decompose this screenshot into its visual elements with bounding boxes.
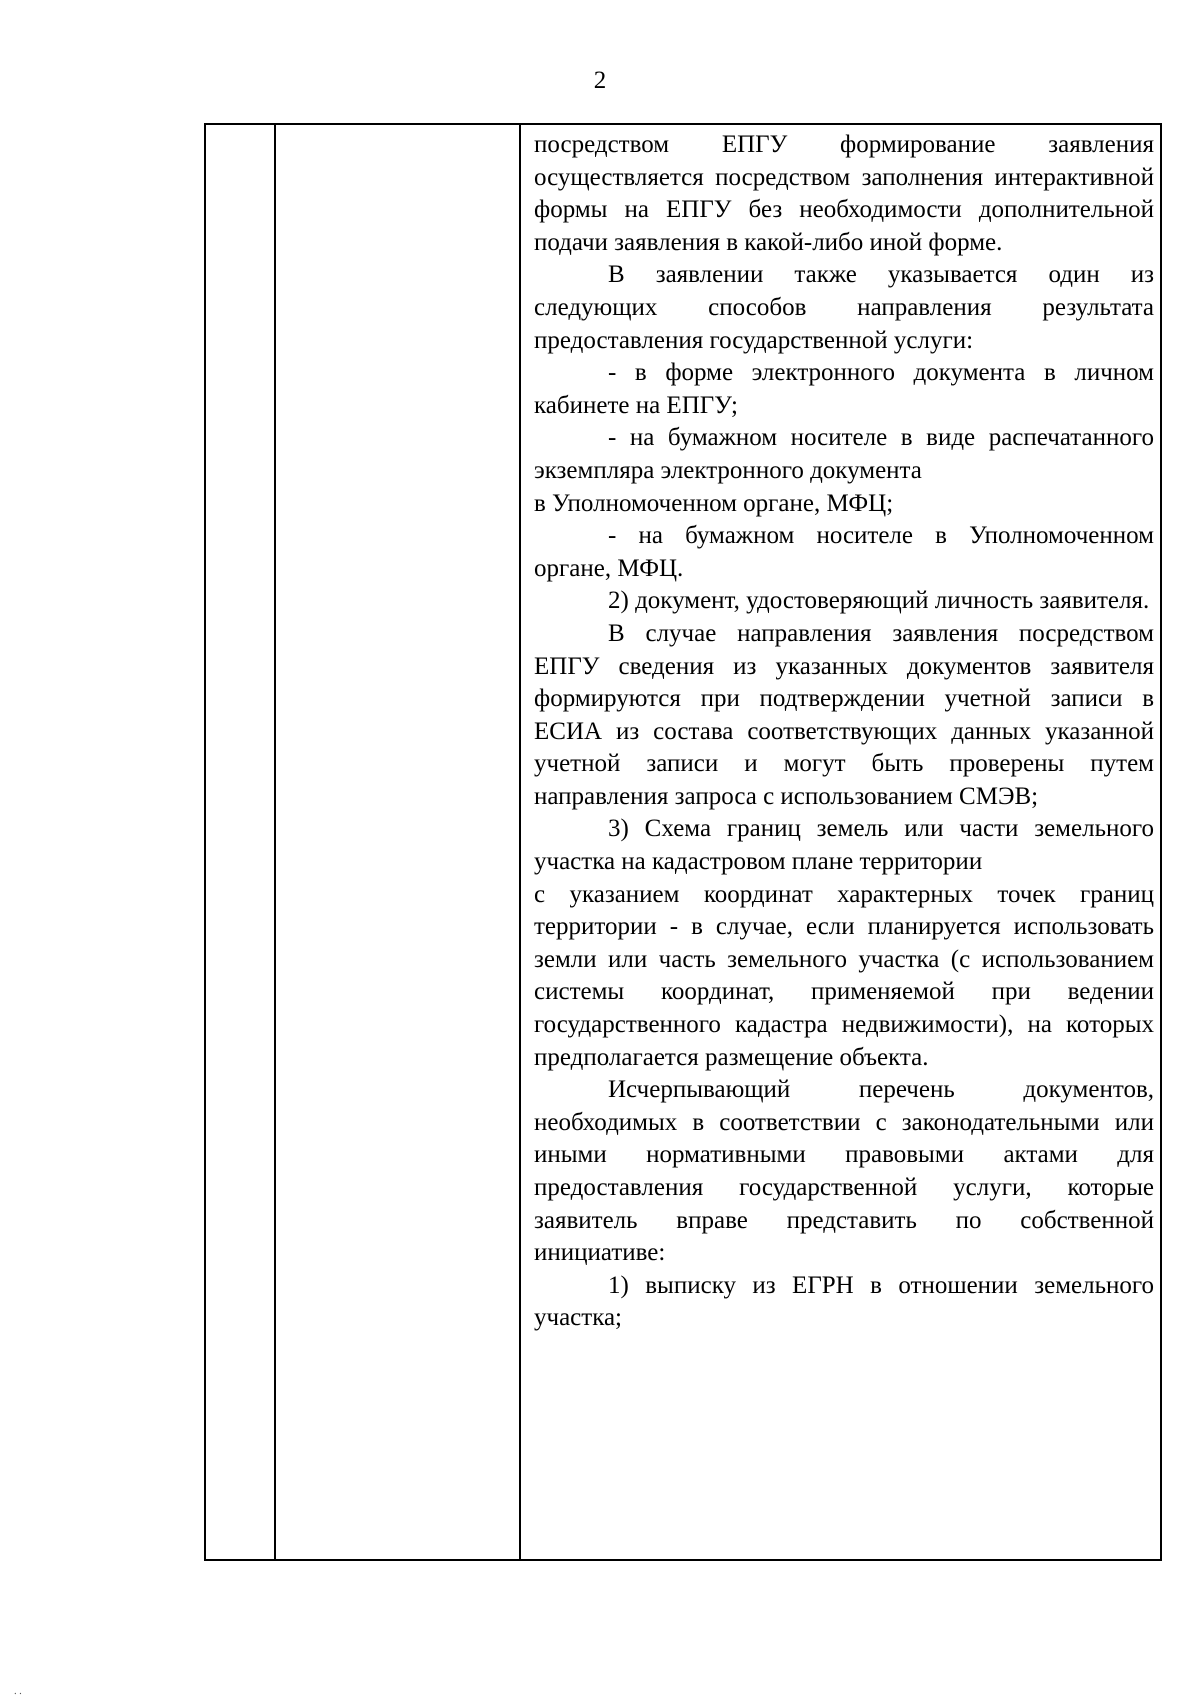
column-divider	[274, 125, 276, 1559]
column-divider	[519, 125, 521, 1559]
list-item: 1) выписку из ЕГРН в отношении земельного участка;	[534, 1271, 1154, 1332]
document-table	[204, 123, 1162, 1561]
paragraph: в Уполномоченном органе, МФЦ;	[534, 489, 894, 517]
paragraph: посредством ЕПГУ формирование заявления осуществляется посредством заполнения интерактивной формы на ЕПГУ без необходимости дополнительной подачи заявления в какой-либо иной форме.	[534, 131, 1154, 256]
list-item: 2) документ, удостоверяющий личность заявителя.	[608, 587, 1150, 615]
paragraph: В заявлении также указывается один из следующих способов направления результата предоставления государственной услуги:	[534, 261, 1154, 354]
list-item: 3) Схема границ земель или части земельного участка на кадастровом плане территории	[534, 815, 1154, 876]
paragraph: с указанием координат характерных точек границ территории - в случае, если планируется использовать земли или часть земельного участка (с использованием системы координат, применяемой при ведении государственного кадастра недвижимости), на которых предполагается размещение объекта.	[534, 880, 1154, 1071]
scan-mark: ⸱ ⸱	[14, 1689, 22, 1700]
list-item: - на бумажном носителе в Уполномоченном органе, МФЦ.	[534, 522, 1154, 582]
paragraph: Исчерпывающий перечень документов, необходимых в соответствии с законодательными или иными нормативными правовыми актами для предоставления государственной услуги, которые заявитель вправе представить по собственной инициативе:	[534, 1076, 1154, 1267]
page-number: 2	[593, 67, 607, 94]
paragraph: В случае направления заявления посредством ЕПГУ сведения из указанных документов заявителя формируются при подтверждении учетной записи в ЕСИА из состава соответствующих данных указанной учетной записи и могут быть проверены путем направления запроса с использованием СМЭВ;	[534, 619, 1154, 810]
list-item: - в форме электронного документа в личном кабинете на ЕПГУ;	[534, 359, 1154, 419]
list-item: - на бумажном носителе в виде распечатанного экземпляра электронного документа	[534, 424, 1154, 484]
table-text-cell	[534, 129, 1154, 1335]
